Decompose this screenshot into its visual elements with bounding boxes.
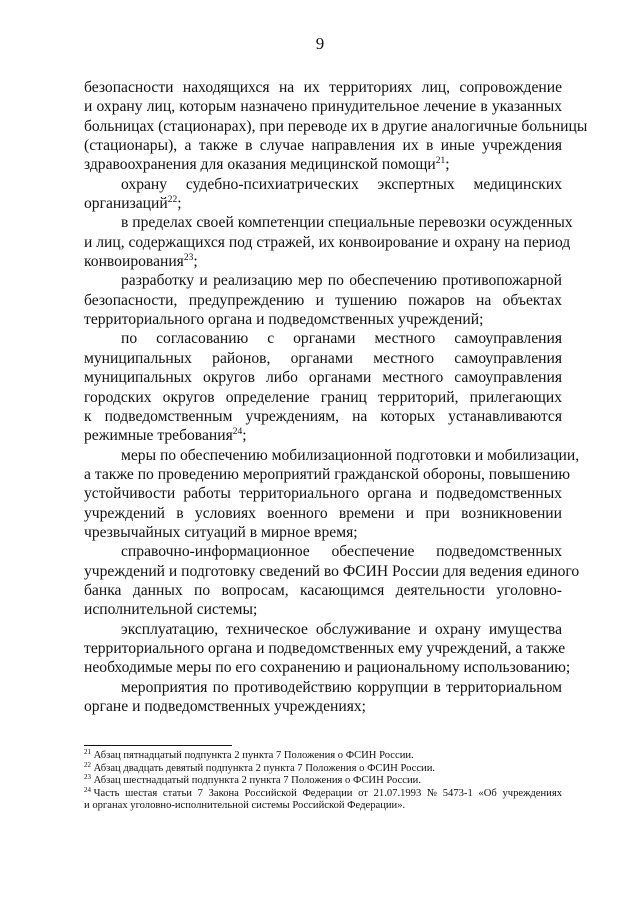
text-line — [84, 600, 562, 619]
line-text: муниципальных районов, органами местного самоуправления — [84, 349, 562, 367]
line-text: безопасности находящихся на их территориях лиц, сопровождение — [84, 79, 562, 96]
text-line — [84, 446, 580, 465]
footnote-number: 22 — [84, 760, 91, 769]
text-line — [84, 329, 562, 348]
line-text: банка данных по вопросам, касающимся деятельности уголовно- — [84, 581, 562, 599]
line-text: охрану судебно-психиатрических экспертных медицинских — [121, 175, 562, 193]
line-text: разработку и реализацию мер по обеспечению противопожарной — [121, 272, 562, 290]
text-line — [84, 291, 562, 310]
footnote-line — [84, 750, 562, 763]
text-line — [84, 388, 562, 407]
line-text: мероприятия по противодействию коррупции в территориальном — [121, 678, 562, 696]
text-line — [84, 252, 562, 271]
text-line — [84, 233, 571, 252]
paragraph — [84, 446, 580, 543]
paragraph — [84, 78, 588, 175]
footnote-ref: 23 — [183, 253, 194, 264]
paragraph — [84, 213, 573, 271]
footnote-separator — [84, 745, 232, 746]
line-text: (стационары), а также в случае направления их в иные учреждения — [84, 137, 562, 155]
footnote-ref: 22 — [167, 195, 178, 206]
line-text: исполнительной системы; — [84, 601, 258, 619]
footnote-number: 24 — [84, 785, 91, 794]
footnote-number: 23 — [84, 773, 91, 782]
text-line — [84, 97, 562, 116]
text-line — [84, 697, 562, 716]
footnote — [84, 785, 562, 813]
line-text: территориального органа и подведомственных ему учреждений, а также — [84, 639, 566, 657]
text-line — [84, 117, 588, 136]
footnote-line — [84, 760, 562, 776]
paragraph — [84, 175, 562, 214]
line-text: в пределах своей компетенции специальные перевозки осужденных — [121, 214, 573, 232]
page-number: 9 — [315, 34, 325, 53]
line-text: учреждений в условиях военного времени и при возникновении — [84, 504, 562, 522]
footnote-ref: 21 — [435, 156, 446, 167]
text-line — [84, 175, 562, 194]
text-line — [84, 368, 562, 387]
text-line — [84, 639, 566, 658]
footnote-text: Абзац пятнадцатый подпункта 2 пункта 7 Положения о ФСИН России. — [93, 750, 414, 761]
footnote-text: Абзац двадцать девятый подпункта 2 пункта 7 Положения о ФСИН России. — [93, 762, 436, 774]
footnote-number: 21 — [84, 748, 91, 756]
line-text: и лиц, содержащихся под стражей, их конвоирование и охрану на период — [84, 233, 571, 251]
text-line — [84, 504, 562, 523]
line-text: и охрану лиц, которым назначено принудительное лечение в указанных — [84, 98, 562, 116]
text-line — [84, 523, 562, 542]
document-body — [84, 78, 588, 716]
paragraph — [84, 620, 571, 678]
text-line — [84, 349, 562, 368]
footnotes — [84, 750, 562, 813]
line-text: учреждений и подготовку сведений во ФСИН России для ведения единого — [84, 562, 580, 580]
line-text: справочно-информационное обеспечение подведомственных — [121, 543, 562, 561]
footnote-line — [84, 785, 562, 801]
paragraph — [84, 542, 580, 619]
line-text: меры по обеспечению мобилизационной подготовки и мобилизации, — [121, 446, 580, 464]
text-line — [84, 310, 562, 329]
line-text: к подведомственным учреждениям, на которых устанавливаются — [84, 407, 562, 425]
text-line — [84, 407, 562, 426]
line-text: органе и подведомственных учреждениях; — [84, 698, 367, 715]
line-text: устойчивости работы территориального органа и подведомственных — [84, 485, 562, 503]
text-line — [84, 465, 571, 484]
text-line — [84, 271, 562, 290]
text-line — [84, 581, 562, 600]
line-text: конвоирования — [84, 253, 184, 271]
text-line — [84, 426, 562, 445]
text-line — [84, 678, 562, 697]
line-punct: ; — [242, 427, 247, 445]
line-text: по согласованию с органами местного самоуправления — [121, 330, 562, 348]
line-text: организаций — [84, 195, 168, 213]
line-text: безопасности, предупреждению и тушению пожаров на объектах — [84, 291, 562, 309]
text-line — [84, 194, 562, 213]
text-line — [84, 155, 562, 174]
footnote-text: Абзац шестнадцатый подпункта 2 пункта 7 Положения о ФСИН России. — [93, 775, 421, 787]
text-line — [84, 562, 580, 581]
text-line — [84, 542, 562, 561]
line-text: эксплуатацию, техническое обслуживание и охрану имущества — [121, 620, 562, 638]
line-punct: ; — [177, 195, 182, 213]
footnote-ref: 24 — [232, 427, 243, 438]
text-line — [84, 136, 562, 155]
line-punct: ; — [193, 253, 198, 271]
line-punct: ; — [445, 156, 450, 174]
line-text: муниципальных округов либо органами местного самоуправления — [84, 369, 562, 387]
paragraph — [84, 271, 562, 329]
paragraph — [84, 329, 562, 445]
line-text: режимные требования — [84, 427, 233, 445]
line-text: больницах (стационарах), при переводе их в другие аналогичные больницы — [84, 117, 588, 135]
footnote-text: и органах уголовно-исполнительной системы Российской Федерации». — [84, 800, 406, 812]
footnote-line — [84, 775, 562, 788]
text-line — [84, 78, 562, 97]
line-text: городских округов определение границ территорий, прилегающих — [84, 388, 562, 406]
line-text: чрезвычайных ситуаций в мирное время; — [84, 523, 358, 541]
footnote-line — [84, 800, 562, 813]
footnote — [84, 750, 562, 763]
footnote — [84, 760, 562, 776]
text-line — [84, 620, 562, 639]
footnote — [84, 775, 562, 788]
text-line — [84, 658, 571, 677]
text-line — [84, 484, 562, 503]
line-text: а также по проведению мероприятий гражданской обороны, повышению — [84, 465, 571, 483]
footnote-text: Часть шестая статьи 7 Закона Российской Федерации от 21.07.1993 № 5473-1 «Об учреждениях — [93, 787, 562, 799]
line-text: здравоохранения для оказания медицинской помощи — [84, 156, 436, 174]
text-line — [84, 213, 573, 232]
paragraph — [84, 678, 562, 717]
line-text: территориального органа и подведомственных учреждений; — [84, 311, 484, 329]
line-text: необходимые меры по его сохранению и рациональному использованию; — [84, 659, 571, 677]
